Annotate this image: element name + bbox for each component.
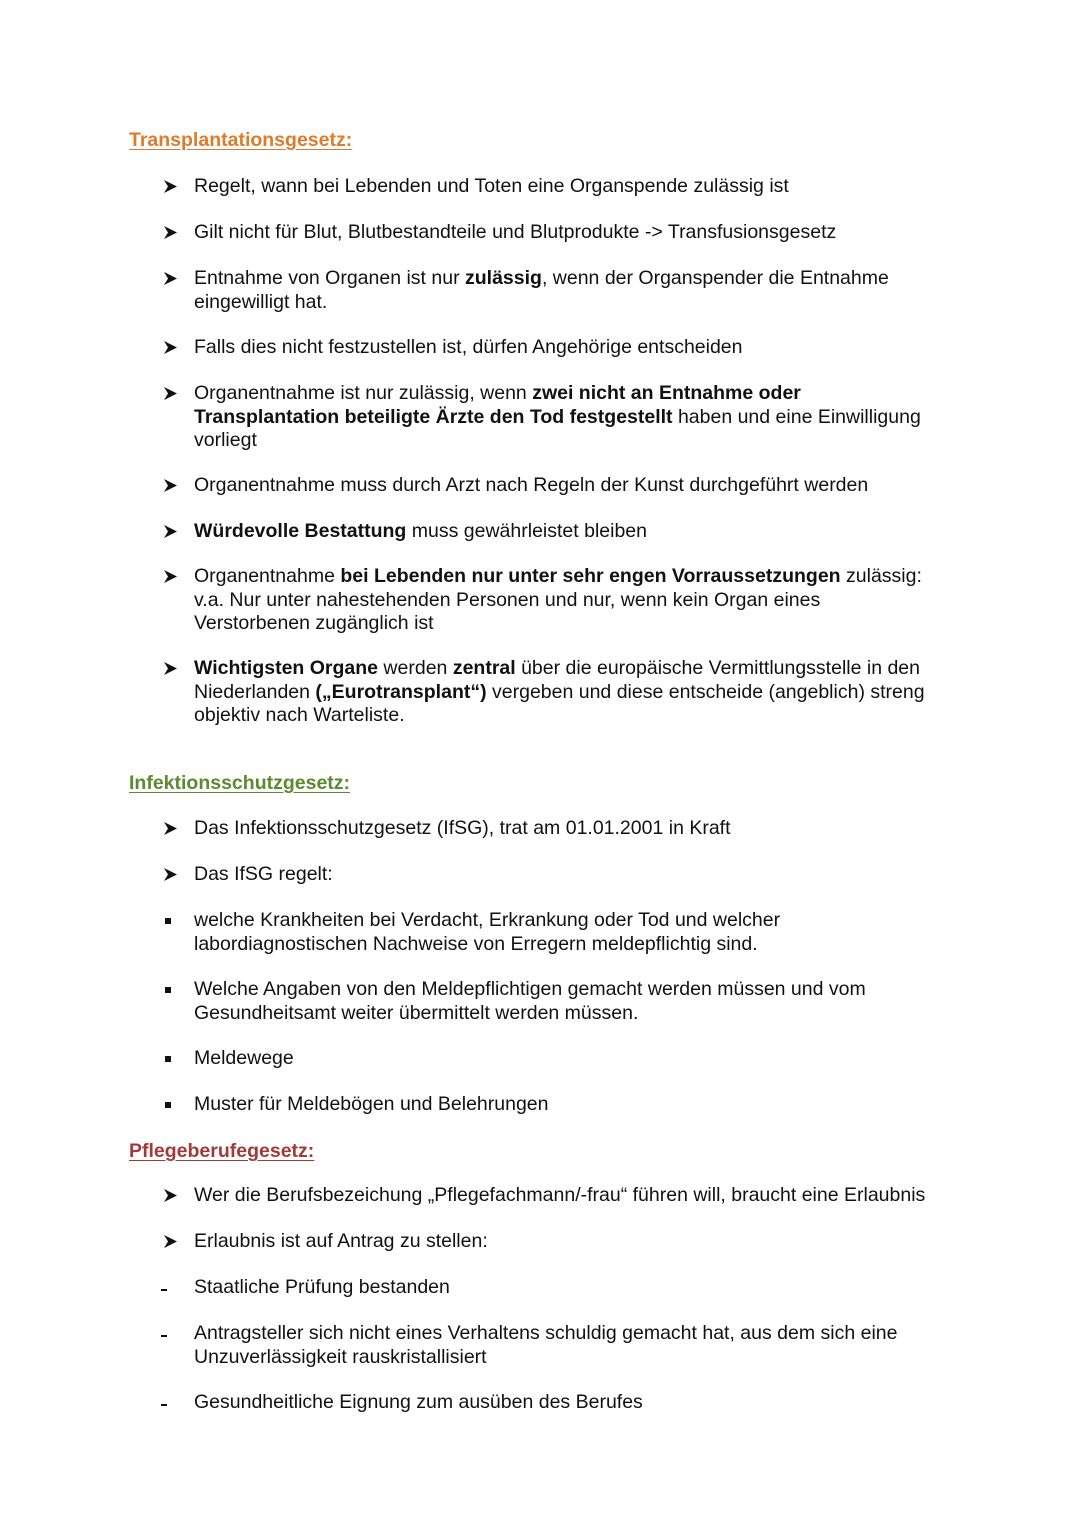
square-bullet-icon	[158, 978, 182, 993]
arrow-icon	[158, 474, 182, 492]
arrow-icon	[158, 267, 182, 285]
text-segment: Organentnahme ist nur zulässig, wenn	[194, 382, 533, 404]
list-item-text	[194, 382, 964, 453]
bold-text: („Eurotransplant“)	[315, 680, 487, 703]
text-segment: Erlaubnis ist auf Antrag zu stellen:	[194, 1230, 488, 1252]
list-item-text	[194, 657, 964, 728]
bold-text: zwei nicht an Entnahme oder Transplantation beteiligte Ärzte den Tod festgestellt	[194, 382, 801, 428]
dash-icon	[158, 1276, 182, 1291]
text-segment: Organentnahme	[194, 565, 341, 587]
square-bullet-icon	[158, 909, 182, 924]
text-segment: Das Infektionsschutzgesetz (IfSG), trat am 01.01.2001 in Kraft	[194, 817, 731, 839]
arrow-icon	[158, 817, 182, 835]
square-bullet-icon	[158, 1093, 182, 1108]
heading-pflegeberufegesetz: Pflegeberufegesetz:	[129, 1140, 315, 1162]
text-segment: Meldewege	[194, 1047, 294, 1069]
text-segment: Wer die Berufsbezeichung „Pflegefachmann/-frau“ führen will, braucht eine Erlaubnis	[194, 1184, 926, 1206]
list-item-text	[194, 1230, 964, 1254]
heading-infektionsschutzgesetz: Infektionsschutzgesetz:	[129, 772, 351, 794]
text-segment: über die europäische Vermittlungsstelle in den Niederlanden	[194, 657, 921, 703]
list-item-text	[194, 474, 964, 498]
dash-icon	[158, 1391, 182, 1406]
list-item-text	[194, 1047, 964, 1071]
text-segment: vergeben und diese entscheide (angeblich) streng objektiv nach Warteliste.	[194, 680, 925, 726]
list-item-text	[194, 1093, 964, 1117]
bold-text: Wichtigsten Organe	[194, 657, 379, 679]
text-segment: Das IfSG regelt:	[194, 863, 333, 885]
list-item-text	[194, 520, 964, 544]
text-segment: werden	[378, 657, 453, 679]
list-item-text	[194, 978, 964, 1025]
list-item-text	[194, 1276, 964, 1300]
arrow-icon	[158, 565, 182, 583]
list-item-text	[194, 1322, 964, 1369]
list-item-text	[194, 817, 964, 841]
bold-text: bei Lebenden nur unter sehr engen Vorraussetzungen	[340, 565, 841, 587]
list-item-text	[194, 909, 964, 956]
text-segment: Antragsteller sich nicht eines Verhaltens schuldig gemacht hat, aus dem sich eine Unzuverlässigkeit rauskristallisiert	[194, 1322, 898, 1368]
dash-icon	[158, 1322, 182, 1337]
text-segment: Staatliche Prüfung bestanden	[194, 1276, 450, 1298]
list-item-text	[194, 565, 964, 636]
arrow-icon	[158, 175, 182, 193]
arrow-icon	[158, 382, 182, 400]
text-segment: Organentnahme muss durch Arzt nach Regeln der Kunst durchgeführt werden	[194, 474, 869, 496]
arrow-icon	[158, 336, 182, 354]
text-segment: Welche Angaben von den Meldepflichtigen gemacht werden müssen und vom Gesundheitsamt weiter übermittelt werden müssen.	[194, 978, 866, 1024]
text-segment: Muster für Meldebögen und Belehrungen	[194, 1093, 549, 1115]
text-segment: zulässig: v.a. Nur unter nahestehenden Personen und nur, wenn kein Organ eines Verstorbenen zugänglich ist	[194, 565, 922, 634]
text-segment: muss gewährleistet bleiben	[406, 520, 647, 542]
list-item-text	[194, 175, 964, 199]
list-item-text	[194, 336, 964, 360]
bold-text: zulässig	[465, 267, 542, 289]
arrow-icon	[158, 657, 182, 675]
list-item-text	[194, 1391, 964, 1415]
list-item-text	[194, 1184, 964, 1208]
arrow-icon	[158, 1230, 182, 1248]
square-bullet-icon	[158, 1047, 182, 1062]
text-segment: Gesundheitliche Eignung zum ausüben des Berufes	[194, 1391, 643, 1413]
text-segment: Gilt nicht für Blut, Blutbestandteile und Blutprodukte -> Transfusionsgesetz	[194, 221, 837, 243]
text-segment: welche Krankheiten bei Verdacht, Erkrankung oder Tod und welcher labordiagnostischen Nachweise von Erregern meldepflichtig sind.	[194, 909, 781, 955]
heading-transplantationsgesetz: Transplantationsgesetz:	[129, 129, 353, 151]
arrow-icon	[158, 1184, 182, 1202]
list-item-text	[194, 863, 964, 887]
bold-text: zentral	[452, 657, 516, 679]
text-segment: , wenn der Organspender die Entnahme eingewilligt hat.	[194, 267, 889, 313]
text-segment: haben und eine Einwilligung vorliegt	[194, 405, 921, 451]
arrow-icon	[158, 221, 182, 239]
arrow-icon	[158, 520, 182, 538]
arrow-icon	[158, 863, 182, 881]
list-item-text	[194, 267, 964, 314]
list-item-text	[194, 221, 964, 245]
text-segment: Falls dies nicht festzustellen ist, dürfen Angehörige entscheiden	[194, 336, 743, 358]
text-segment: Regelt, wann bei Lebenden und Toten eine Organspende zulässig ist	[194, 175, 789, 197]
bold-text: Würdevolle Bestattung	[194, 520, 407, 542]
text-segment: Entnahme von Organen ist nur	[194, 267, 465, 289]
